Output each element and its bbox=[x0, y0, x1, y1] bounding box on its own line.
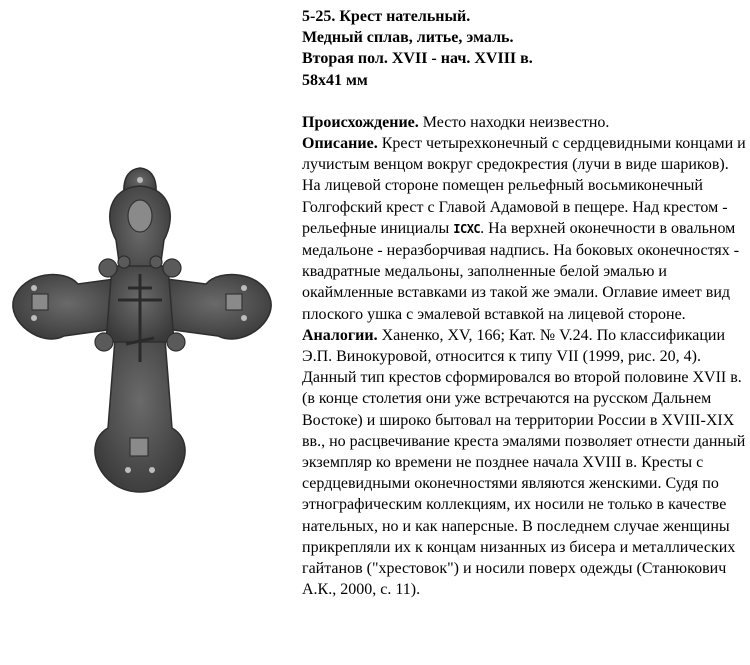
catalog-number-title: 5-25. Крест нательный. bbox=[302, 8, 471, 25]
description-label: Описание. bbox=[302, 135, 378, 153]
cross-photo bbox=[4, 166, 292, 512]
origin-label: Происхождение. bbox=[302, 113, 419, 131]
dating: Вторая пол. XVII - нач. XVIII в. bbox=[302, 50, 533, 68]
material-technique: Медный сплав, литье, эмаль. bbox=[302, 29, 514, 47]
initials-glyph: ICXC bbox=[453, 221, 481, 236]
analogies-text: Ханенко, XV, 166; Кат. № V.24. По классификации Э.П. Винокуровой, относится к типу VII (1999, рис. 20, 4). Данный тип крестов сформировался во второй половине XVII в. (в конце столетия они уже встречаются на русском Дальнем Востоке) и широко бытовал на территории России в XVIII-XIX вв., но расцвечивание креста эмалями позволяет отнести данный экземпляр ко времени не позднее начала XVIII в. Кресты с сердцевидными оконечностями являются женскими. Судя по этнографическим коллекциям, их носили не только в качестве нательных, но и как наперсные. В последнем случае женщины прикрепляли их к концам низанных из бисера и металлических гайтанов ("хрестовок") и носили поверх одежды (Станюкович А.К., 2000, с. 11). bbox=[302, 326, 746, 599]
dimensions: 58x41 мм bbox=[302, 71, 368, 89]
analogies-label: Аналогии. bbox=[302, 326, 378, 344]
description-paragraph bbox=[302, 133, 746, 325]
origin-paragraph bbox=[302, 112, 746, 133]
origin-text: Место находки неизвестно. bbox=[418, 113, 610, 131]
description-text-after: . На верхней оконечности в овальном медальоне - неразборчивая надпись. На боковых оконечностях - квадратные медальоны, заполненные белой эмалью и окаймленные вставками из такой же эмали. Оглавие имеет вид плоского ушка с эмалевой вставкой на лицевой стороне. bbox=[302, 219, 740, 323]
catalog-entry bbox=[302, 6, 746, 600]
description-text-before: Крест четырехконечный с сердцевидными концами и лучистым венцом вокруг средокрестия (лучи в виде шариков). На лицевой стороне помещен рельефный восьмиконечный Голгофский крест с Главой Адамовой в пещере. Над крестом - рельефные инициалы bbox=[302, 135, 746, 237]
analogies-paragraph bbox=[302, 325, 746, 601]
